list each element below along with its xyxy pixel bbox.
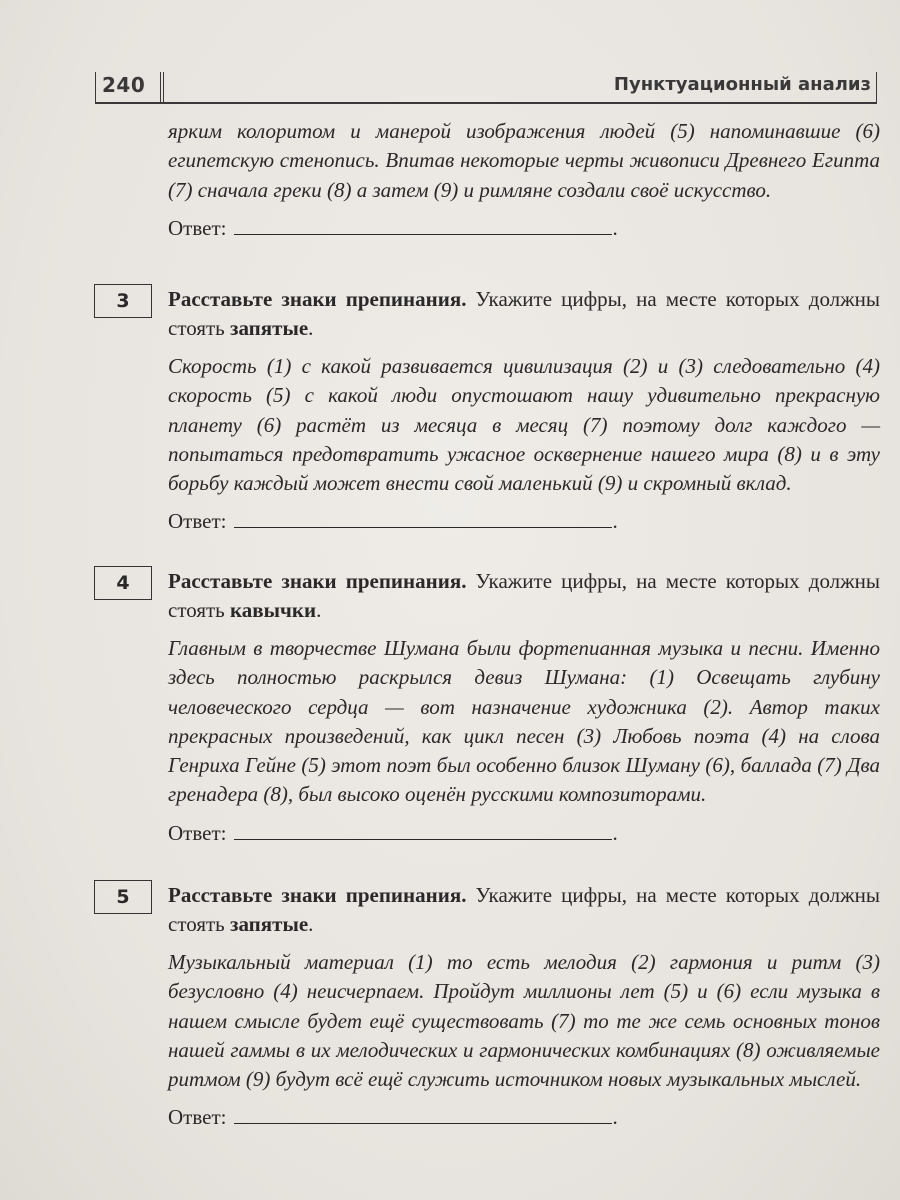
exercise-number-box: 5	[94, 880, 152, 914]
answer-field[interactable]	[234, 819, 612, 840]
answer-field[interactable]	[234, 214, 612, 235]
instruction-target: запятые	[230, 912, 309, 936]
exercise-text: Музыкальный материал (1) то есть мелодия (2) гармония и ритм (3) безусловно (4) неисчерпаем. Пройдут миллионы лет (5) и (6) если музыка в нашем смысле будет ещё существовать (7) то те же семь основных тонов нашей гаммы в их мелодических и гармонических комбинациях (8) оживляемые ритмом (9) будут всё ещё служить источником новых музыкальных мыслей.	[168, 950, 880, 1092]
exercise-text: Скорость (1) с какой развивается цивилизация (2) и (3) следовательно (4) скорость (5) с какой люди опустошают нашу удивительно прекрасную планету (6) растёт из месяца в месяц (7) поэтому долг каждого — попытаться предотвратить ужасное осквернение нашего мира (8) и в эту борьбу каждый может внести свой маленький (9) и скромный вклад.	[168, 354, 880, 496]
answer-period: .	[612, 509, 618, 534]
exercise-text: Главным в творчестве Шумана были фортепианная музыка и песни. Именно здесь полностью раскрылся девиз Шумана: (1) Освещать глубину человеческого сердца — вот назначение художника (2). Автор таких прекрасных произведений, как цикл песен (3) Любовь поэта (4) на слова Генриха Гейне (5) этот поэт был особенно близок Шуману (6), баллада (7) Два гренадера (8), был высоко оценён русскими композиторами.	[168, 636, 880, 807]
answer-label: Ответ:	[168, 1105, 227, 1130]
instruction-end: .	[308, 912, 314, 936]
exercise-instruction	[168, 285, 880, 343]
exercise-3	[168, 285, 880, 536]
answer-period: .	[612, 1105, 618, 1130]
instruction-bold: Расставьте знаки препинания.	[168, 883, 467, 907]
exercise-number-box: 3	[94, 284, 152, 318]
answer-period: .	[612, 820, 618, 845]
answer-line	[168, 1103, 880, 1132]
exercise-5	[168, 881, 880, 1132]
answer-label: Ответ:	[168, 215, 227, 240]
continuation-text: ярким колоритом и манерой изображения людей (5) напоминавшие (6) египетскую стенопись. Впитав некоторые черты живописи Древнего Египта (7) сначала греки (8) а затем (9) и римляне создали своё искусство.	[168, 119, 880, 202]
answer-line	[168, 214, 880, 243]
answer-line	[168, 819, 880, 848]
page-number-box	[95, 72, 164, 102]
instruction-text: Укажите цифры, на месте которых должны стоять	[168, 287, 880, 340]
answer-line	[168, 507, 880, 536]
page-number: 240	[102, 73, 146, 97]
instruction-bold: Расставьте знаки препинания.	[168, 569, 467, 593]
answer-period: .	[612, 215, 618, 240]
answer-label: Ответ:	[168, 820, 227, 845]
exercise-number-box: 4	[94, 566, 152, 600]
exercise-4	[168, 567, 880, 848]
instruction-text: Укажите цифры, на месте которых должны стоять	[168, 883, 880, 936]
exercise-instruction	[168, 881, 880, 939]
instruction-text: Укажите цифры, на месте которых должны стоять	[168, 569, 880, 622]
continuation-block	[168, 117, 880, 243]
instruction-end: .	[316, 598, 322, 622]
exercise-instruction	[168, 567, 880, 625]
instruction-target: запятые	[230, 316, 309, 340]
answer-field[interactable]	[234, 1103, 612, 1124]
instruction-target: кавычки	[230, 598, 317, 622]
running-title: Пунктуационный анализ	[613, 74, 871, 95]
page-header	[95, 72, 877, 104]
answer-label: Ответ:	[168, 509, 227, 534]
header-right-rule	[876, 72, 877, 102]
instruction-bold: Расставьте знаки препинания.	[168, 287, 467, 311]
instruction-end: .	[308, 316, 314, 340]
answer-field[interactable]	[234, 507, 612, 528]
